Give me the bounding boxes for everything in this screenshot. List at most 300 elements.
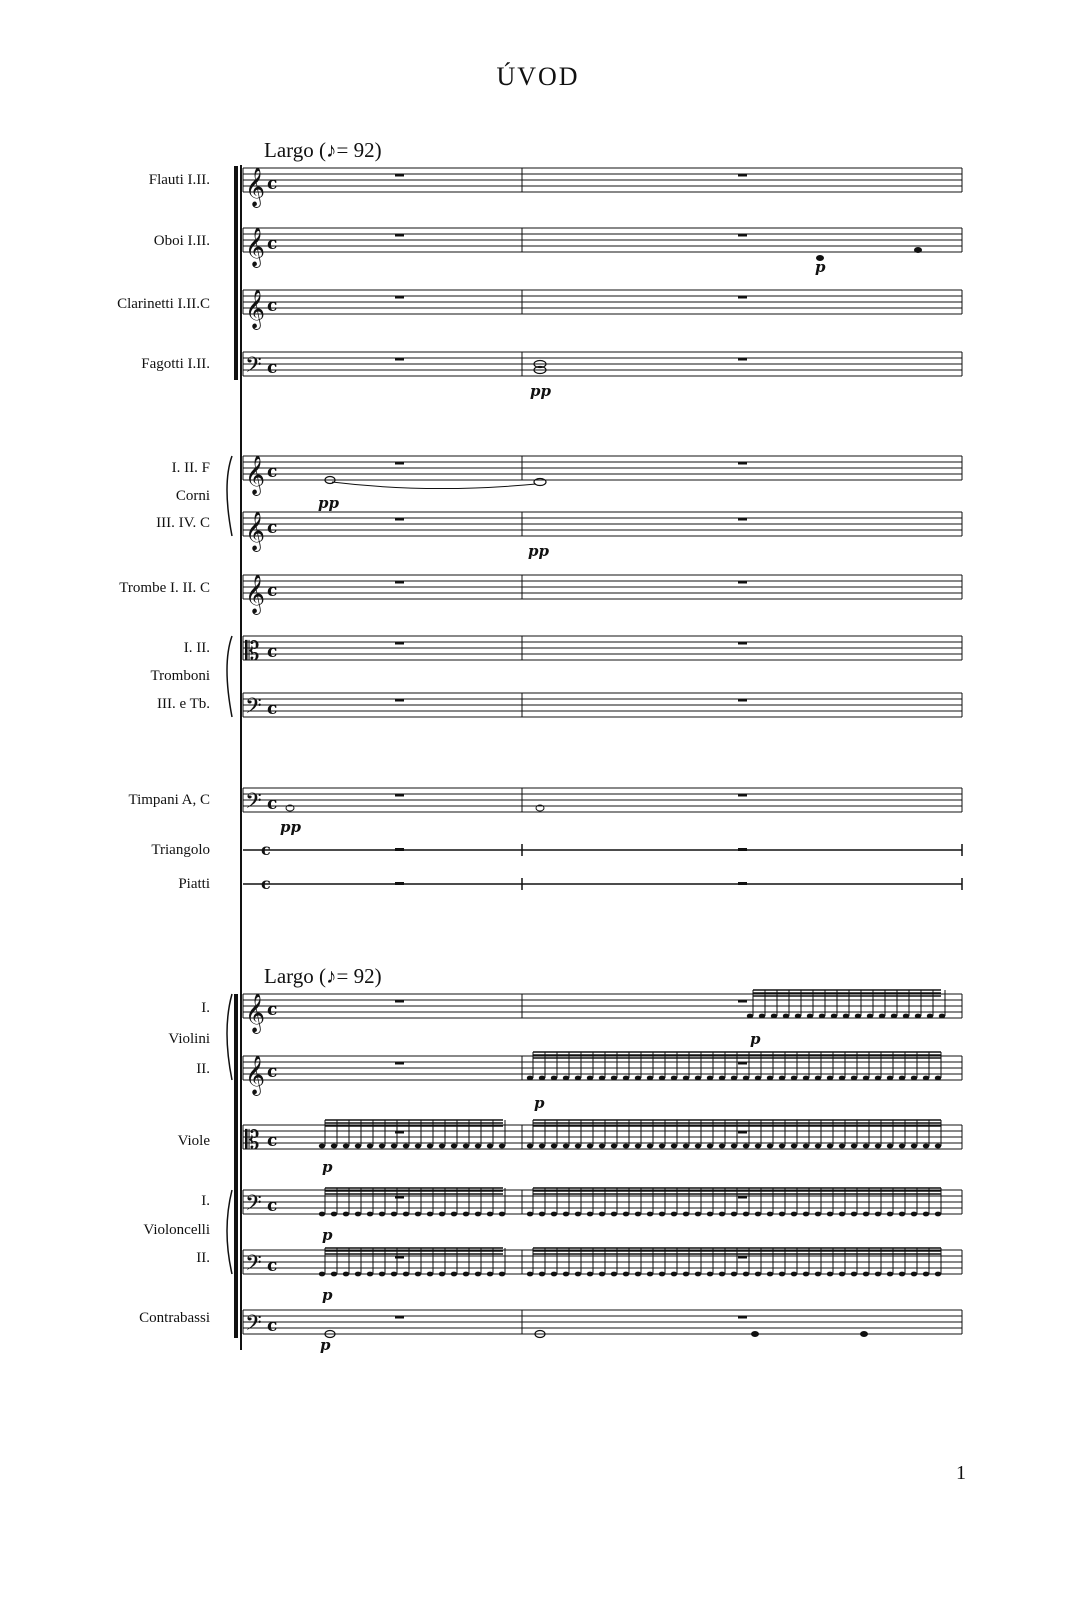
staff-trombe	[243, 574, 962, 615]
note-head	[611, 1272, 617, 1277]
note-head	[439, 1144, 445, 1149]
staff-corni-2	[243, 511, 962, 552]
note-head	[779, 1144, 785, 1149]
staff-violini-1	[243, 993, 962, 1034]
note-head	[671, 1272, 677, 1277]
note-head	[463, 1144, 469, 1149]
note-head	[707, 1144, 713, 1149]
brace-tromboni	[227, 636, 232, 717]
note-head	[935, 1272, 941, 1277]
label-violini-2: II.	[196, 1061, 210, 1077]
page-title: ÚVOD	[496, 62, 580, 91]
note-head	[807, 1014, 813, 1019]
staff-oboi	[243, 227, 962, 268]
time-signature: c	[267, 1316, 278, 1336]
note-head	[863, 1212, 869, 1217]
note-head	[635, 1272, 641, 1277]
note-head	[527, 1076, 533, 1081]
note-head	[355, 1212, 361, 1217]
label-trombe: Trombe I. II. C	[119, 580, 210, 596]
label-oboi: Oboi I.II.	[153, 233, 210, 249]
note-head	[815, 1212, 821, 1217]
note-head	[731, 1144, 737, 1149]
note-head	[779, 1272, 785, 1277]
staff-flauti	[243, 167, 962, 208]
note-head	[707, 1076, 713, 1081]
time-signature: c	[267, 699, 278, 719]
note-head	[851, 1144, 857, 1149]
staff-tromboni-1	[243, 636, 962, 667]
note-head	[683, 1076, 689, 1081]
note-head	[355, 1144, 361, 1149]
time-signature: c	[267, 358, 278, 378]
note-head	[827, 1272, 833, 1277]
note-head	[587, 1076, 593, 1081]
note-head	[935, 1076, 941, 1081]
label-corni-1: I. II. F	[171, 460, 210, 476]
note-head	[379, 1144, 385, 1149]
clef-treble: 𝄞	[245, 227, 266, 267]
note-head	[695, 1272, 701, 1277]
dynamic-p-violoncelli-2: p	[322, 1286, 333, 1304]
note-head	[379, 1272, 385, 1277]
note-head	[319, 1212, 325, 1217]
time-signature: c	[261, 840, 271, 859]
note-head	[911, 1144, 917, 1149]
note-head	[539, 1272, 545, 1277]
rest	[395, 1000, 404, 1003]
tempo-marking-strings: Largo (♪= 92)	[264, 964, 382, 988]
note-head	[899, 1144, 905, 1149]
note-head	[539, 1212, 545, 1217]
note-head	[659, 1272, 665, 1277]
note-head	[743, 1272, 749, 1277]
note-head	[427, 1212, 433, 1217]
note-head	[887, 1076, 893, 1081]
rest	[395, 1131, 404, 1134]
note-head	[647, 1076, 653, 1081]
dynamic-pp-corni: pp	[318, 494, 339, 512]
rest	[395, 462, 404, 465]
rest	[738, 518, 747, 521]
time-signature: c	[267, 642, 278, 662]
rest	[738, 699, 747, 702]
time-signature: c	[267, 296, 278, 316]
note-head	[487, 1144, 493, 1149]
rest	[395, 518, 404, 521]
label-violoncelli-2: II.	[196, 1250, 210, 1266]
staff-violini-2	[243, 1055, 962, 1096]
note-head	[647, 1272, 653, 1277]
note-head	[391, 1212, 397, 1217]
label-clarinetti: Clarinetti I.II.C	[117, 296, 210, 312]
note-head	[623, 1144, 629, 1149]
rest	[395, 174, 404, 177]
note-head	[815, 1144, 821, 1149]
label-violoncelli: Violoncelli	[143, 1222, 210, 1238]
staff-contrabassi	[243, 1310, 962, 1341]
note-head	[647, 1144, 653, 1149]
note-head	[563, 1212, 569, 1217]
note-head	[331, 1144, 337, 1149]
rest	[738, 1256, 747, 1259]
rest	[738, 234, 747, 237]
rest	[738, 1062, 747, 1065]
note-head	[731, 1076, 737, 1081]
note-head	[743, 1212, 749, 1217]
staff-triangolo	[243, 840, 962, 859]
note-head	[755, 1212, 761, 1217]
note-head	[887, 1144, 893, 1149]
rest	[395, 296, 404, 299]
note-head	[463, 1212, 469, 1217]
note-head	[415, 1144, 421, 1149]
label-piatti: Piatti	[178, 876, 210, 892]
note-head	[659, 1144, 665, 1149]
note-head	[683, 1212, 689, 1217]
note-head	[831, 1014, 837, 1019]
time-signature: c	[267, 1131, 278, 1151]
label-triangolo: Triangolo	[151, 842, 210, 858]
note-head	[319, 1272, 325, 1277]
label-viole: Viole	[177, 1133, 210, 1149]
rest	[395, 882, 404, 885]
note-head	[331, 1212, 337, 1217]
tie-corni	[332, 482, 536, 489]
time-signature: c	[267, 234, 278, 254]
rest	[738, 1316, 747, 1319]
label-corni-2: III. IV. C	[156, 515, 210, 531]
note-head	[599, 1144, 605, 1149]
time-signature: c	[267, 1000, 278, 1020]
note-head	[923, 1272, 929, 1277]
note-head	[695, 1076, 701, 1081]
note-oboi	[914, 247, 922, 253]
note-head	[923, 1144, 929, 1149]
note-head	[755, 1144, 761, 1149]
dynamic-pp-timpani: pp	[280, 818, 301, 836]
note-head	[875, 1272, 881, 1277]
label-tromboni-1: I. II.	[183, 640, 210, 656]
note-head	[499, 1212, 505, 1217]
note-head	[343, 1144, 349, 1149]
note-head	[915, 1014, 921, 1019]
clef-bass: 𝄢	[245, 1311, 262, 1341]
dynamic-pp-corni-2: pp	[528, 542, 549, 560]
note-head	[439, 1212, 445, 1217]
clef-treble: 𝄞	[245, 167, 266, 207]
note-head	[803, 1076, 809, 1081]
note-head	[623, 1212, 629, 1217]
note-head	[415, 1212, 421, 1217]
note-head	[671, 1076, 677, 1081]
note-head	[803, 1272, 809, 1277]
note-head	[551, 1272, 557, 1277]
clef-bass: 𝄢	[245, 1191, 262, 1221]
time-signature: c	[267, 1256, 278, 1276]
label-tromboni: Tromboni	[150, 668, 210, 684]
rest	[738, 882, 747, 885]
time-signature: c	[261, 874, 271, 893]
note-head	[803, 1144, 809, 1149]
note-head	[891, 1014, 897, 1019]
label-violoncelli-1: I.	[201, 1193, 210, 1209]
note-head	[451, 1272, 457, 1277]
note-head	[355, 1272, 361, 1277]
note-head	[863, 1272, 869, 1277]
note-head	[403, 1144, 409, 1149]
note-head	[707, 1272, 713, 1277]
note-head	[563, 1272, 569, 1277]
note-head	[671, 1212, 677, 1217]
dynamic-pp-fagotti: pp	[530, 382, 551, 400]
note-head	[783, 1014, 789, 1019]
note-head	[911, 1272, 917, 1277]
note-head	[695, 1212, 701, 1217]
time-signature: c	[267, 518, 278, 538]
rest	[395, 1062, 404, 1065]
note-head	[747, 1014, 753, 1019]
note-head	[391, 1272, 397, 1277]
note-head	[587, 1144, 593, 1149]
note-head	[707, 1212, 713, 1217]
dynamic-p-violini-1: p	[750, 1030, 761, 1048]
note-head	[415, 1272, 421, 1277]
note-head	[771, 1014, 777, 1019]
rest	[395, 642, 404, 645]
note-head	[599, 1272, 605, 1277]
time-signature: c	[267, 794, 278, 814]
note-head	[719, 1076, 725, 1081]
note-head	[683, 1144, 689, 1149]
note-head	[683, 1272, 689, 1277]
note-head	[719, 1212, 725, 1217]
note-head	[731, 1272, 737, 1277]
rest	[395, 581, 404, 584]
rest	[738, 1131, 747, 1134]
note-head	[563, 1076, 569, 1081]
tempo-marking-winds: Largo (♪= 92)	[264, 138, 382, 162]
note-head	[343, 1272, 349, 1277]
clef-treble: 𝄞	[245, 511, 266, 551]
note-head	[755, 1272, 761, 1277]
note-head	[791, 1144, 797, 1149]
note-head	[331, 1272, 337, 1277]
note-head	[527, 1144, 533, 1149]
label-timpani: Timpani A, C	[128, 792, 210, 808]
note-head	[851, 1272, 857, 1277]
note-head	[319, 1144, 325, 1149]
staff-timpani	[243, 788, 962, 819]
staff-fagotti	[243, 352, 962, 383]
note-head	[887, 1212, 893, 1217]
note-head	[791, 1212, 797, 1217]
note-head	[839, 1272, 845, 1277]
label-violini-1: I.	[201, 1000, 210, 1016]
note-head	[731, 1212, 737, 1217]
note-head	[935, 1212, 941, 1217]
note-head	[671, 1144, 677, 1149]
note-head	[611, 1212, 617, 1217]
note-head	[827, 1076, 833, 1081]
dynamic-p-viole: p	[322, 1158, 333, 1176]
note-head	[887, 1272, 893, 1277]
note-head	[599, 1212, 605, 1217]
note-head	[575, 1076, 581, 1081]
note-head	[575, 1272, 581, 1277]
note-head	[475, 1212, 481, 1217]
time-signature: c	[267, 1062, 278, 1082]
rest	[738, 642, 747, 645]
note-head	[911, 1076, 917, 1081]
note-head	[899, 1212, 905, 1217]
note-head	[587, 1212, 593, 1217]
note-head	[659, 1076, 665, 1081]
note-head	[367, 1272, 373, 1277]
note-head	[635, 1144, 641, 1149]
note-head	[539, 1144, 545, 1149]
note-head	[611, 1076, 617, 1081]
note-head	[427, 1144, 433, 1149]
note-head	[403, 1272, 409, 1277]
note-head	[539, 1076, 545, 1081]
note-head	[647, 1212, 653, 1217]
note-head	[575, 1144, 581, 1149]
note-head	[343, 1212, 349, 1217]
note-head	[499, 1144, 505, 1149]
note-head	[527, 1212, 533, 1217]
rest	[395, 1256, 404, 1259]
time-signature: c	[267, 1196, 278, 1216]
note-head	[803, 1212, 809, 1217]
clef-treble: 𝄞	[245, 993, 266, 1033]
note-head	[499, 1272, 505, 1277]
note-head	[827, 1212, 833, 1217]
staff-clarinetti	[243, 289, 962, 330]
note-head	[843, 1014, 849, 1019]
clef-treble: 𝄞	[245, 574, 266, 614]
note-head	[367, 1144, 373, 1149]
note-head	[839, 1212, 845, 1217]
note-head	[623, 1076, 629, 1081]
rest	[738, 1196, 747, 1199]
note-head	[575, 1212, 581, 1217]
rest	[738, 296, 747, 299]
note-head	[563, 1144, 569, 1149]
note-head	[427, 1272, 433, 1277]
label-flauti: Flauti I.II.	[148, 172, 210, 188]
clef-bass: 𝄢	[245, 353, 262, 383]
label-tromboni-2: III. e Tb.	[156, 696, 210, 712]
note-head	[551, 1144, 557, 1149]
note-head	[767, 1144, 773, 1149]
label-fagotti: Fagotti I.II.	[141, 356, 210, 372]
note-head	[743, 1076, 749, 1081]
clef-treble: 𝄞	[245, 1055, 266, 1095]
dynamic-p-violini-2: p	[534, 1094, 545, 1112]
dynamic-p-oboi: p	[815, 258, 826, 276]
note-head	[755, 1076, 761, 1081]
note-head	[635, 1212, 641, 1217]
note-head	[719, 1272, 725, 1277]
dynamic-p-violoncelli-1: p	[322, 1226, 333, 1244]
note-head	[911, 1212, 917, 1217]
clef-treble: 𝄞	[245, 289, 266, 329]
brace-violini	[227, 994, 232, 1080]
clef-bass: 𝄢	[245, 1251, 262, 1281]
note-head	[743, 1144, 749, 1149]
note-head	[863, 1076, 869, 1081]
rest	[395, 234, 404, 237]
label-corni: Corni	[175, 488, 210, 504]
dynamic-p-contrabassi: p	[320, 1336, 331, 1354]
note-head	[599, 1076, 605, 1081]
note-head	[487, 1272, 493, 1277]
note-head	[379, 1212, 385, 1217]
note-head	[439, 1272, 445, 1277]
note-head	[587, 1272, 593, 1277]
time-signature: c	[267, 462, 278, 482]
rest	[738, 174, 747, 177]
rest	[395, 358, 404, 361]
note-head	[759, 1014, 765, 1019]
note-head	[695, 1144, 701, 1149]
rest	[395, 699, 404, 702]
note-head	[875, 1076, 881, 1081]
note-head	[839, 1076, 845, 1081]
note-head	[903, 1014, 909, 1019]
note-head	[927, 1014, 933, 1019]
note-head	[875, 1144, 881, 1149]
note-head	[791, 1272, 797, 1277]
note-head	[819, 1014, 825, 1019]
brace-corni	[227, 456, 232, 536]
note-head	[659, 1212, 665, 1217]
note-head	[939, 1014, 945, 1019]
rest	[738, 358, 747, 361]
clef-bass: 𝄢	[245, 789, 262, 819]
label-violini: Violini	[168, 1031, 210, 1047]
staff-tromboni-2	[243, 693, 962, 724]
note-head	[923, 1212, 929, 1217]
note-head	[815, 1076, 821, 1081]
rest	[738, 581, 747, 584]
rest	[395, 1316, 404, 1319]
note-head	[767, 1272, 773, 1277]
clef-treble: 𝄞	[245, 455, 266, 495]
brace-violoncelli	[227, 1190, 232, 1274]
note-head	[719, 1144, 725, 1149]
note-head	[879, 1014, 885, 1019]
note-head	[527, 1272, 533, 1277]
time-signature: c	[267, 174, 278, 194]
rest	[738, 462, 747, 465]
note-head	[899, 1272, 905, 1277]
rest	[395, 1196, 404, 1199]
note-head	[779, 1212, 785, 1217]
note-head	[623, 1272, 629, 1277]
clef-bass: 𝄢	[245, 694, 262, 724]
viole-figures-m1	[319, 1120, 505, 1148]
note-head	[551, 1076, 557, 1081]
note-head	[767, 1076, 773, 1081]
note-head	[855, 1014, 861, 1019]
note-head	[851, 1212, 857, 1217]
note-head	[863, 1144, 869, 1149]
note-head	[391, 1144, 397, 1149]
note-head	[851, 1076, 857, 1081]
note-head	[551, 1212, 557, 1217]
